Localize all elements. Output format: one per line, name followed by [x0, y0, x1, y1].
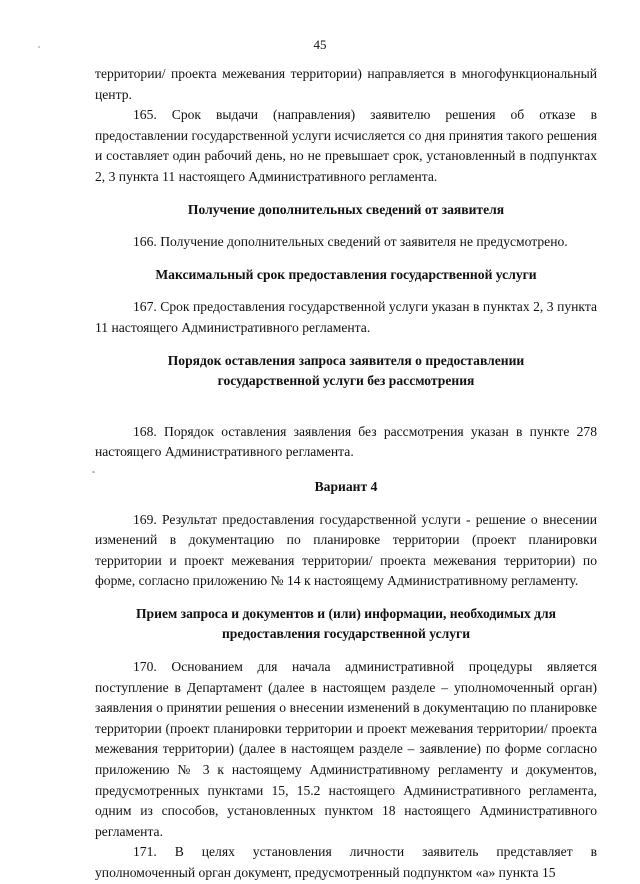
paragraph-166: 166. Получение дополнительных сведений от заявителя не предусмотрено.: [133, 234, 568, 250]
heading-request-reception: [95, 604, 597, 645]
heading-variant-4: Вариант 4: [314, 478, 378, 494]
paragraph-168: 168. Порядок оставления заявления без рассмотрения указан в пункте 278 настоящего Административного регламента.: [95, 423, 597, 460]
heading-leave-without-review: [95, 351, 597, 392]
paragraph-170: 170. Основанием для начала административной процедуры является поступление в Департамент (далее в настоящем разделе – уполномоченный орган) заявления о принятии решения о внесении изменений в документацию по планировке территории (проект планировки территории и проект межевания территории/ проекта межевания территории) (далее в настоящем разделе – заявление) по форме согласно приложению № 3 к настоящему Административному регламенту и документов, предусмотренных пунктами 15, 15.2 настоящего Административного регламента, одним из способов, установленных пунктом 18 настоящего Административного регламента.: [95, 659, 597, 839]
page-number: 45: [313, 37, 327, 52]
paragraph-intro: территории/ проекта межевания территории) направляется в многофункциональный центр.: [95, 66, 597, 102]
document-body: [95, 64, 597, 884]
heading-line: государственной услуги без рассмотрения: [217, 373, 475, 389]
heading-line: Порядок оставления запроса заявителя о предоставлении: [167, 352, 525, 368]
paragraph-165: 165. Срок выдачи (направления) заявителю решения об отказе в предоставлении государственной услуги исчисляется со дня принятия такого решения и составляет один рабочий день, но не превышает срок, установленный в подпунктах 2, 3 пункта 11 настоящего Административного регламента.: [95, 107, 597, 184]
heading-additional-info: Получение дополнительных сведений от заявителя: [187, 201, 505, 217]
paragraph-167: 167. Срок предоставления государственной услуги указан в пунктах 2, 3 пункта 11 настоящего Административного регламента.: [95, 299, 597, 335]
heading-line: предоставления государственной услуги: [221, 626, 471, 642]
heading-max-term: Максимальный срок предоставления государственной услуги: [155, 266, 537, 282]
paragraph-169: 169. Результат предоставления государственной услуги - решение о внесении изменений в документацию по планировке территории (проект планировки территории и проект межевания территории/ проекта межевания территории) по форме, согласно приложению № 14 к настоящему Административному регламенту.: [95, 511, 597, 589]
heading-line: Прием запроса и документов и (или) информации, необходимых для: [135, 605, 557, 621]
paragraph-171: 171. В целях установления личности заявитель представляет в уполномоченный орган документ, предусмотренный подпунктом «а» пункта 15: [95, 844, 597, 880]
